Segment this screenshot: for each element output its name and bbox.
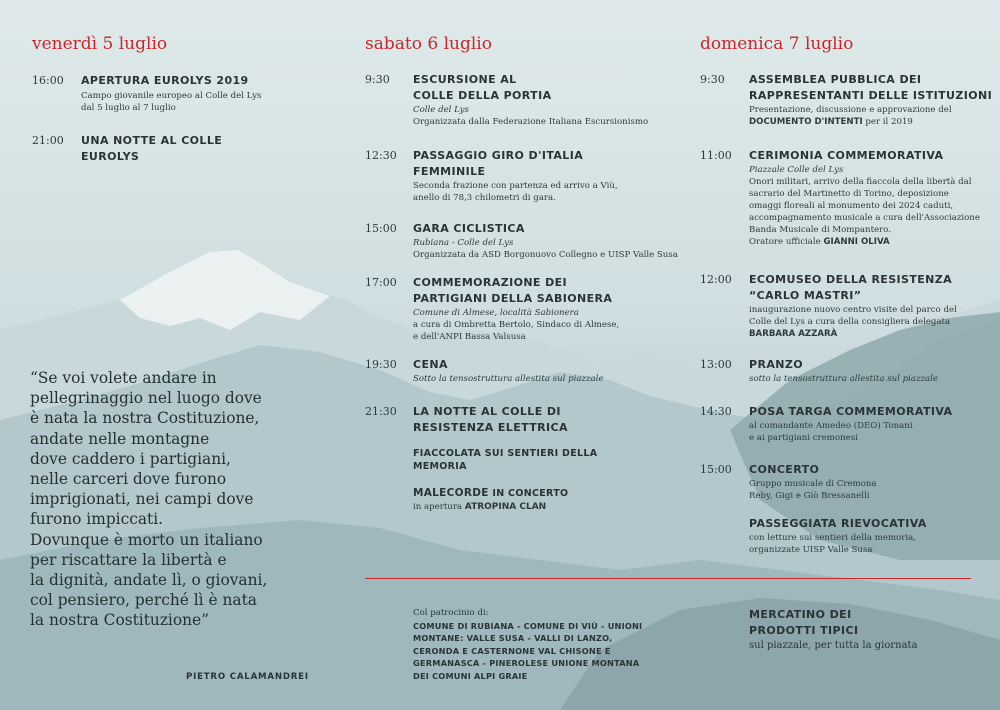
event-title: COMMEMORAZIONE DEI PARTIGIANI DELLA SABIONERA <box>413 276 613 305</box>
event-description: al comandante Amedeo (DEO) Tonani e ai partigiani cremonesi <box>749 421 913 443</box>
event-time: 21:00 <box>32 134 64 147</box>
event-time: 12:30 <box>365 149 397 162</box>
market-block <box>749 607 918 651</box>
calamandrei-quote: “Se voi volete andare in pellegrinaggio nel luogo dove è nata la nostra Costituzione, andate nelle montagne dove caddero i partigiani, nelle carceri dove furono imprigionati, nei campi dove furono impiccati. Dovunque è morto un italiano per riscattare la libertà e la dignità, andate lì, o giovani, col pensiero, perché lì è nata la nostra Costituzione” <box>30 369 268 630</box>
event-title: CERIMONIA COMMEMORATIVA <box>749 149 944 162</box>
event-description: Seconda frazione con partenza ed arrivo a Viù, anello di 78,3 chilometri di gara. <box>413 181 618 203</box>
event-description: Campo giovanile europeo al Colle del Lys dal 5 luglio al 7 luglio <box>81 91 262 113</box>
fiaccolata-title: FIACCOLATA SUI SENTIERI DELLA MEMORIA <box>413 448 598 472</box>
divider-line <box>365 578 971 579</box>
event-description: Sotto la tensostruttura allestita sul piazzale <box>413 374 604 384</box>
event-time: 15:00 <box>365 222 397 235</box>
event-time: 12:00 <box>700 273 732 286</box>
event-title: PASSAGGIO GIRO D'ITALIA FEMMINILE <box>413 149 584 178</box>
patronage-intro: Col patrocinio di: <box>413 608 489 618</box>
passeggiata-description: con letture sui sentieri della memoria, organizzate UISP Valle Susa <box>749 533 916 555</box>
event-time: 11:00 <box>700 149 732 162</box>
opening-act: in apertura ATROPINA CLAN <box>413 502 547 512</box>
event-title: ESCURSIONE AL COLLE DELLA PORTIA <box>413 73 552 102</box>
day-heading-friday: venerdì 5 luglio <box>32 34 168 54</box>
event-description: Comune di Almese, località Sabionera a cura di Ombretta Bertolo, Sindaco di Almese, e dell'ANPI Bassa Valsusa <box>413 308 620 342</box>
event-title: POSA TARGA COMMEMORATIVA <box>749 405 953 418</box>
event-time: 21:30 <box>365 405 397 418</box>
event-title: CENA <box>413 358 448 371</box>
event-description: inaugurazione nuovo centro visite del parco del Colle del Lys a cura della consigliera delegata BARBARA AZZARÀ <box>749 305 957 339</box>
event-time: 17:00 <box>365 276 397 289</box>
quote-author: PIETRO CALAMANDREI <box>186 672 309 682</box>
event-title: PRANZO <box>749 358 803 371</box>
event-time: 15:00 <box>700 463 732 476</box>
patronage-block: Col patrocinio di: COMUNE DI RUBIANA - COMUNE DI VIÙ - UNIONI MONTANE: VALLE SUSA - VALLI DI LANZO, CERONDA E CASTERNONE VAL CHISONE E GERMANASCA - PINEROLESE UNIONE MONTANA DEI COMUNI ALPI GRAIE <box>413 608 643 681</box>
event-title: LA NOTTE AL COLLE DI RESISTENZA ELETTRICA <box>413 405 568 434</box>
event-description: Presentazione, discussione e approvazione del DOCUMENTO D'INTENTI per il 2019 <box>749 105 952 127</box>
event-title: GARA CICLISTICA <box>413 222 525 235</box>
snow-peak <box>120 250 330 330</box>
event-time: 9:30 <box>365 73 390 86</box>
event-description: Colle del Lys Organizzata dalla Federazione Italiana Escursionismo <box>413 105 649 127</box>
event-title: UNA NOTTE AL COLLE EUROLYS <box>81 134 223 163</box>
malecorde-concert: MALECORDE IN CONCERTO <box>413 487 569 499</box>
market-title: MERCATINO DEI PRODOTTI TIPICI <box>749 608 859 637</box>
event-time: 19:30 <box>365 358 397 371</box>
event-title: ASSEMBLEA PUBBLICA DEI RAPPRESENTANTI DELLE ISTITUZIONI <box>749 73 993 102</box>
event-description: sotto la tensostruttura allestita sul piazzale <box>749 374 939 384</box>
event-description: Piazzale Colle del Lys Onori militari, arrivo della fiaccola della libertà dal sacrario del Martinetto di Torino, deposizione omaggi floreali al monumento dei 2024 caduti, accompagnamento musicale a cura dell'Associazione Banda Musicale di Mompantero. Oratore ufficiale GIANNI OLIVA <box>749 165 980 247</box>
event-title: APERTURA EUROLYS 2019 <box>81 74 249 87</box>
event-title: CONCERTO <box>749 463 820 476</box>
passeggiata-title: PASSEGGIATA RIEVOCATIVA <box>749 517 927 530</box>
event-time: 9:30 <box>700 73 725 86</box>
market-description: sul piazzale, per tutta la giornata <box>749 640 918 651</box>
event-time: 16:00 <box>32 74 64 87</box>
event-description: Gruppo musicale di Cremona Reby, Gigi e Giò Bressanelli <box>749 479 877 501</box>
event-time: 13:00 <box>700 358 732 371</box>
day-heading-saturday: sabato 6 luglio <box>365 34 492 54</box>
event-description: Rubiana - Colle del Lys Organizzata da ASD Borgonuovo Collegno e UISP Valle Susa <box>413 238 678 260</box>
event-time: 14:30 <box>700 405 732 418</box>
event-title: ECOMUSEO DELLA RESISTENZA “CARLO MASTRI” <box>749 273 953 302</box>
day-heading-sunday: domenica 7 luglio <box>700 34 854 54</box>
